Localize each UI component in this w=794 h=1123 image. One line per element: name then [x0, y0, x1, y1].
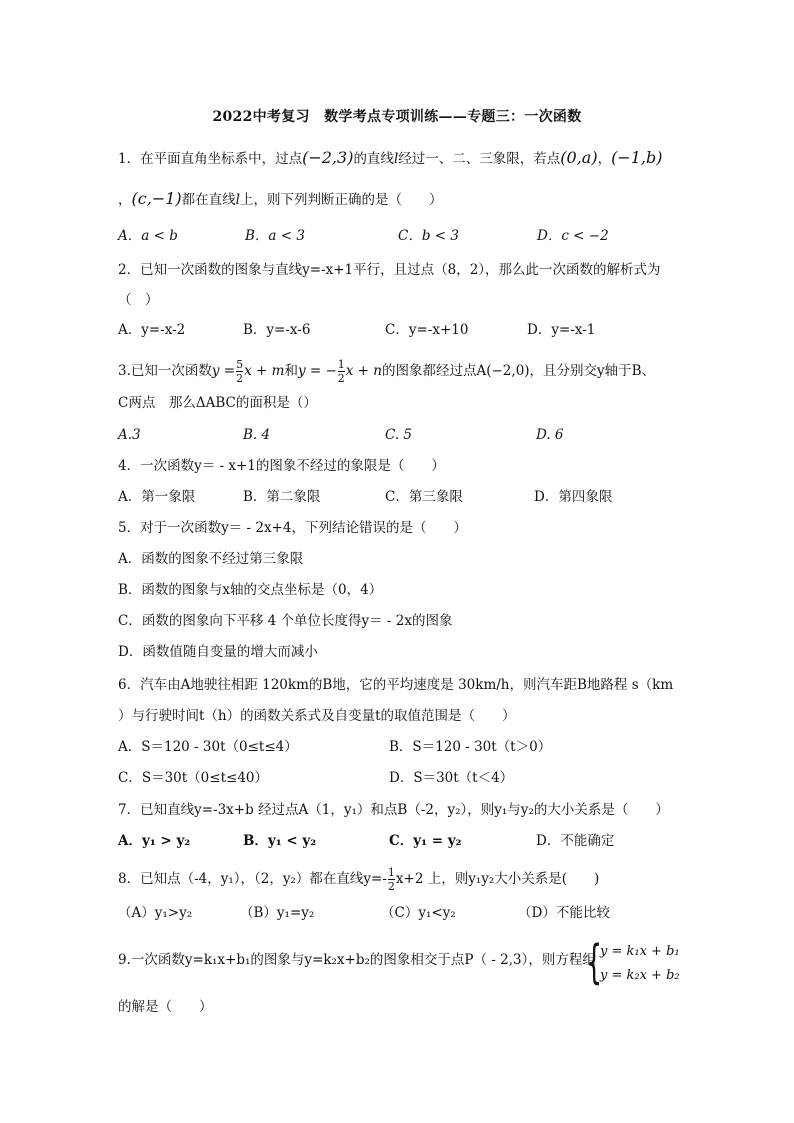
page-title: 2022中考复习 数学考点专项训练——专题三：一次函数: [212, 109, 582, 125]
q6-line1: 6．汽车由A地驶往相距 120km的B地，它的平均速度是 30km/h，则汽车距B地路程 s（km: [118, 677, 674, 693]
q4-option-c: C．第三象限: [385, 489, 463, 505]
q1-option-a: A．a < b: [118, 228, 178, 244]
q5-option-b: B．函数的图象与x轴的交点坐标是（0，4）: [118, 582, 383, 598]
q9-line1: 9.一次函数y=k₁x+b₁的图象与y=k₂x+b₂的图象相交于点P（ - 2,3），则方程组: [118, 952, 596, 968]
q7-option-a: A．y₁ > y₂: [118, 833, 191, 849]
q4-option-d: D．第四象限: [534, 489, 613, 505]
q1-line2: ，(c,−1)都在直线l上，则下列判断正确的是（ ）: [118, 189, 443, 208]
q6-line2: ）与行驶时间t（h）的函数关系式及自变量t的取值范围是（ ）: [118, 708, 516, 724]
q8-option-c: （C）y₁<y₂: [381, 905, 456, 921]
q8-option-d: （D）不能比较: [518, 905, 610, 921]
q1-line1: 1．在平面直角坐标系中，过点(−2,3)的直线l经过一、二、三象限，若点(0,a)，(−1,b): [118, 148, 663, 167]
q7-option-b: B．y₁ < y₂: [243, 833, 317, 849]
q8-option-a: （A）y₁>y₂: [118, 905, 193, 921]
q1-option-c: C．b < 3: [398, 228, 459, 244]
q2-option-b: B．y=-x-6: [243, 322, 311, 338]
q4-option-a: A．第一象限: [118, 489, 196, 505]
q7-option-c: C．y₁ = y₂: [389, 833, 462, 849]
q3-option-c: C. 5: [385, 427, 413, 443]
q2-line2: （ ）: [118, 292, 159, 308]
q8-fraction: $\frac{1}{2}$: [387, 866, 395, 893]
q3-fraction-1: $\frac{5}{2}$: [236, 358, 244, 385]
q2-line1: 2．已知一次函数的图象与直线y=-x+1平行，且过点（8，2），那么此一次函数的解析式为: [118, 262, 661, 278]
q8-option-b: （B）y₁=y₂: [240, 905, 315, 921]
q2-option-c: C．y=-x+10: [385, 322, 469, 338]
q1-option-d: D．c < −2: [537, 228, 609, 244]
q2-option-a: A．y=-x-2: [118, 322, 186, 338]
q3-line1: 3.已知一次函数y = $\frac{5}{2}$ x + m和y = − $\frac{1}{2}$ x + n的图象都经过点A(−2,0)，且分别交y轴于B、: [118, 358, 656, 385]
q1-point3: (−1,b): [611, 148, 663, 167]
q4-line1: 4．一次函数y＝ - x+1的图象不经过的象限是（ ）: [118, 458, 445, 474]
q8-line1: 8．已知点（-4，y₁），（2，y₂）都在直线y=- $\frac{1}{2}$ x+2 上，则y₁y₂大小关系是( ): [118, 866, 600, 893]
q3-option-b: B. 4: [243, 427, 271, 443]
q9-equation-1: y = k₁x + b₁: [600, 944, 680, 959]
q3-option-a: A.3: [118, 427, 141, 443]
q7-option-d: D．不能确定: [536, 833, 615, 849]
q6-option-c: C．S＝30t（0≤t≤40）: [118, 770, 268, 786]
q6-option-d: D．S＝30t（t＜4）: [389, 770, 514, 786]
q5-option-a: A．函数的图象不经过第三象限: [118, 551, 304, 567]
q7-line1: 7．已知直线y=-3x+b 经过点A（1，y₁）和点B（-2，y₂），则y₁与y₂的大小关系是（ ）: [118, 802, 669, 818]
q6-option-b: B．S＝120 - 30t（t＞0）: [389, 739, 552, 755]
q1-point4: (c,−1): [131, 189, 182, 208]
q1-point2: (0,a): [560, 148, 598, 167]
q9-line2: 的解是（ ）: [118, 999, 213, 1015]
q5-line1: 5．对于一次函数y＝ - 2x+4，下列结论错误的是（ ）: [118, 520, 467, 536]
q1-point1: (−2,3): [302, 148, 354, 167]
q9-equation-2: y = k₂x + b₂: [600, 968, 680, 983]
q9-equation-system: [586, 935, 686, 994]
q3-line2: C两点 那么ΔABC的面积是（）: [118, 395, 317, 411]
brace-icon: {: [586, 935, 603, 989]
q2-option-d: D．y=-x-1: [527, 322, 596, 338]
q3-fraction-2: $\frac{1}{2}$: [337, 358, 345, 385]
q5-option-d: D．函数值随自变量的增大而减小: [118, 644, 318, 660]
q4-option-b: B．第二象限: [243, 489, 321, 505]
q6-option-a: A．S＝120 - 30t（0≤t≤4）: [118, 739, 298, 755]
q1-option-b: B．a < 3: [245, 228, 305, 244]
q3-option-d: D. 6: [536, 427, 564, 443]
q5-option-c: C．函数的图象向下平移 4 个单位长度得y＝ - 2x的图象: [118, 613, 453, 629]
